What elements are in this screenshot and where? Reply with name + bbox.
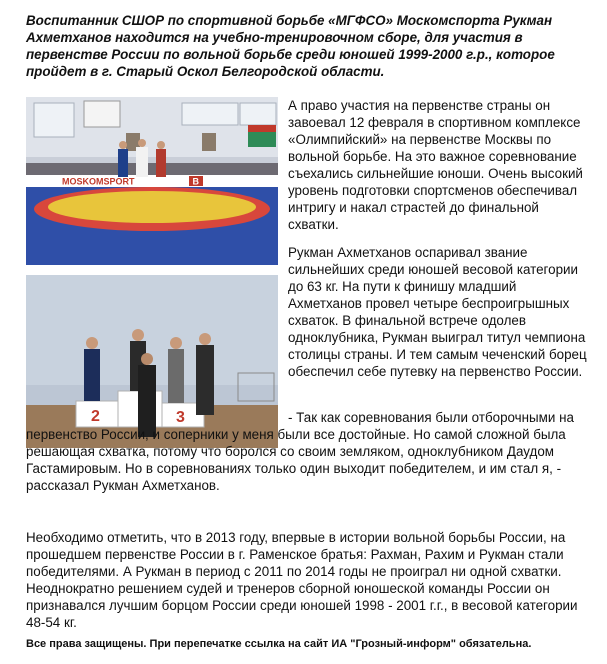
article-paragraph-4: Необходимо отметить, что в 2013 году, впервые в истории вольной борьбы России, на прошедшем первенстве России в г. Раменское братья: Рахман, Рахим и Рукман стали победителями. А Рукман в период с 2011 по 2014 годы не проиграл ни одной схватки. Неоднократно решением судей и тренеров сборной юношеской команды России он признавался лучшим борцом России среди юношей 1998 - 2001 г.г., в весовой категории 48-54 кг.	[26, 530, 578, 630]
photo-wrestling-match-image	[26, 97, 278, 265]
article-paragraph-2: Рукман Ахметханов оспаривал звание сильнейших среди юношей весовой категории до 63 кг. На пути к финишу младший Ахметханов провел четыре беспроигрышных схваток. В финальной встрече одолев одноклубника, Рукман выиграл титул чемпиона столицы страны. И тем самым чеченский борец обеспечил себе путевку на первенство России.	[288, 245, 587, 379]
copyright-footer: Все права защищены. При перепечатке ссылка на сайт ИА "Грозный-информ" обязательна.	[26, 638, 532, 650]
article-lead: Воспитанник СШОР по спортивной борьбе «МГФСО» Москомспорта Рукман Ахметханов находится на учебно-тренировочном сборе, для участия в первенстве России по вольной борьбе среди юношей 1999-2000 г.р., которое пройдет в г. Старый Оскол Белгородской области.	[26, 13, 555, 79]
photo-wrestling-match	[26, 97, 278, 265]
banner-text: MOSKOMSPORT	[62, 176, 135, 187]
article-paragraph-3: - Так как соревнования были отборочными на первенство России, и соперники у меня были все достойные. Но самой сложной была решающая схватка, потому что боролся со своим земляком, одноклубником Даудом Гастамировым. Но в соревнованиях только один выходит победителем, и им стал я, - рассказал Рукман Ахметханов.	[26, 410, 574, 493]
banner-letter: B	[192, 176, 199, 187]
podium-place-2: 2	[91, 408, 100, 425]
article-paragraph-1: А право участия на первенстве страны он завоевал 12 февраля в спортивном комплексе «Олимпийский» на первенстве Москвы по вольной борьбе. На это важное соревнование съехались сильнейшие юноши. Очень высокий уровень подготовки спортсменов обеспечивал интригу и накал страстей до финальной схватки.	[288, 98, 583, 232]
podium-place-3: 3	[176, 409, 185, 426]
